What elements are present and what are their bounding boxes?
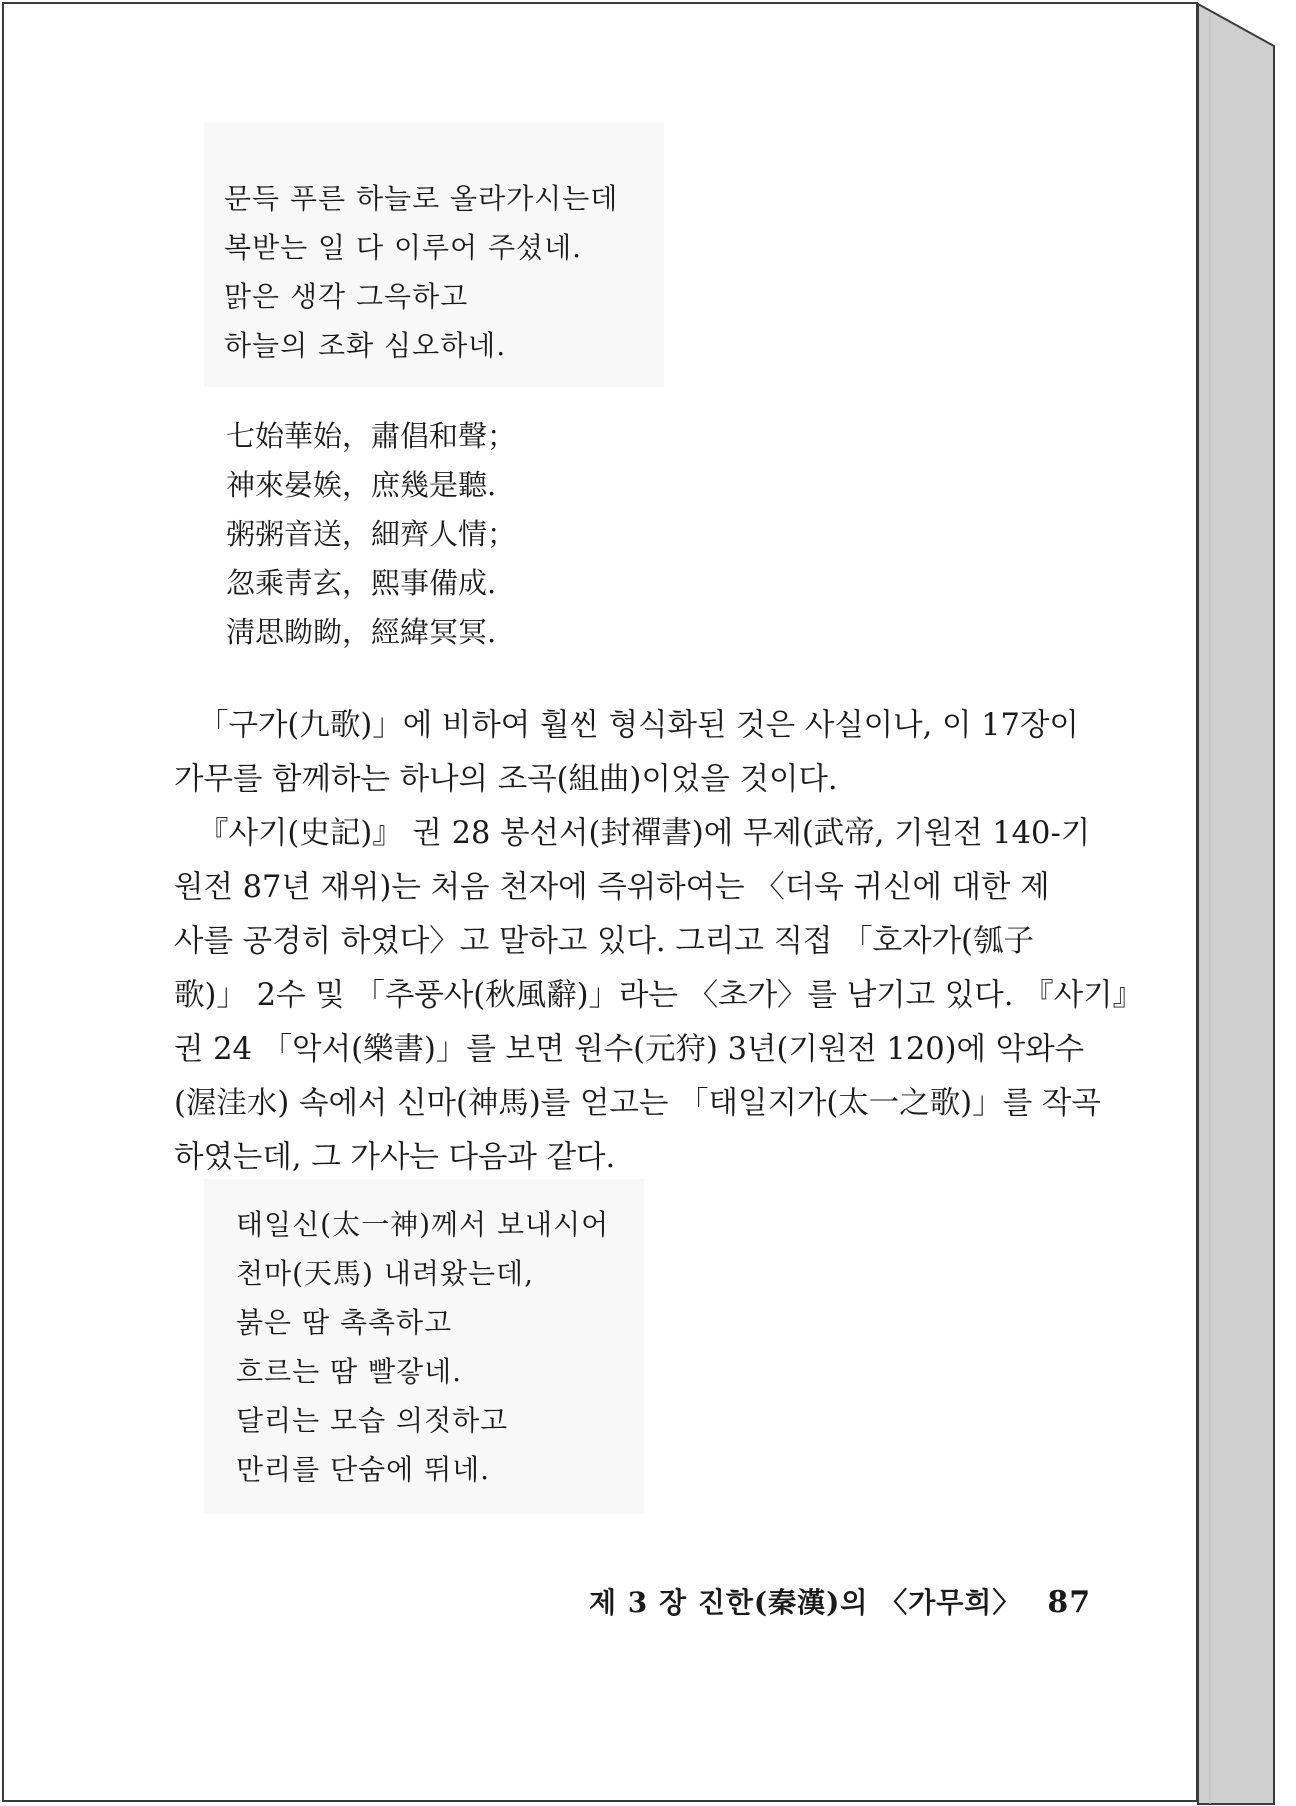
body-line: 사를 공경히 하였다〉고 말하고 있다. 그리고 직접 「호자가(瓠子 [174,924,1034,959]
body-line: 「구가(九歌)」에 비하여 훨씬 형식화된 것은 사실이나, 이 17장이 [198,708,1079,743]
poem2-line: 달리는 모습 의젓하고 [236,1404,509,1437]
poem1-chinese-line: 七始華始，肅倡和聲； [226,419,517,453]
body-line: 歌)」 2수 및 「추풍사(秋風辭)」라는 〈초가〉를 남기고 있다. 『사기』 [174,978,1144,1013]
poem2-line: 붉은 땀 촉촉하고 [236,1306,453,1339]
body-line: (渥洼水) 속에서 신마(神馬)를 얻고는 「태일지가(太一之歌)」를 작곡 [174,1086,1101,1121]
chapter-title: 제 3 장 진한(秦漢)의 〈가무희〉 [589,1586,1022,1619]
body-line: 권 24 「악서(樂書)」를 보면 원수(元狩) 3년(기원전 120)에 악와수 [174,1032,1085,1067]
poem1-chinese [226,412,516,657]
body-line: 하였는데, 그 가사는 다음과 같다. [174,1140,616,1175]
body-line: 가무를 함께하는 하나의 조곡(組曲)이었을 것이다. [174,762,838,797]
poem1-line: 맑은 생각 그윽하고 [224,280,469,313]
poem2-line: 천마(天馬) 내려왔는데, [236,1257,534,1290]
poem2-line: 흐르는 땀 빨갛네. [236,1355,463,1388]
poem1-chinese-line: 淸思眑眑，經緯冥冥. [226,615,497,649]
page-number: 87 [1047,1585,1092,1620]
body-line: 『사기(史記)』 권 28 봉선서(封禪書)에 무제(武帝, 기원전 140-기 [198,816,1091,851]
poem1-chinese-line: 神來晏娭，庶幾是聽. [226,468,497,502]
book-page [2,2,1198,1802]
body-line: 원전 87년 재위)는 처음 천자에 즉위하여는 〈더욱 귀신에 대한 제 [174,870,1050,905]
poem2-korean [236,1200,609,1494]
poem1-chinese-line: 忽乘靑玄，熙事備成. [226,566,497,600]
poem2-line: 만리를 단숨에 뛰네. [236,1453,491,1486]
poem1-line: 하늘의 조화 심오하네. [224,329,507,362]
poem1-line: 복받는 일 다 이루어 주셨네. [224,231,583,264]
poem1-line: 문득 푸른 하늘로 올라가시는데 [224,182,619,215]
page-footer [589,1581,1091,1621]
poem2-line: 태일신(太一神)께서 보내시어 [236,1208,610,1241]
poem1-korean [224,174,618,370]
body-text [174,699,1144,1185]
poem1-chinese-line: 粥粥音送，細齊人情； [226,517,517,551]
